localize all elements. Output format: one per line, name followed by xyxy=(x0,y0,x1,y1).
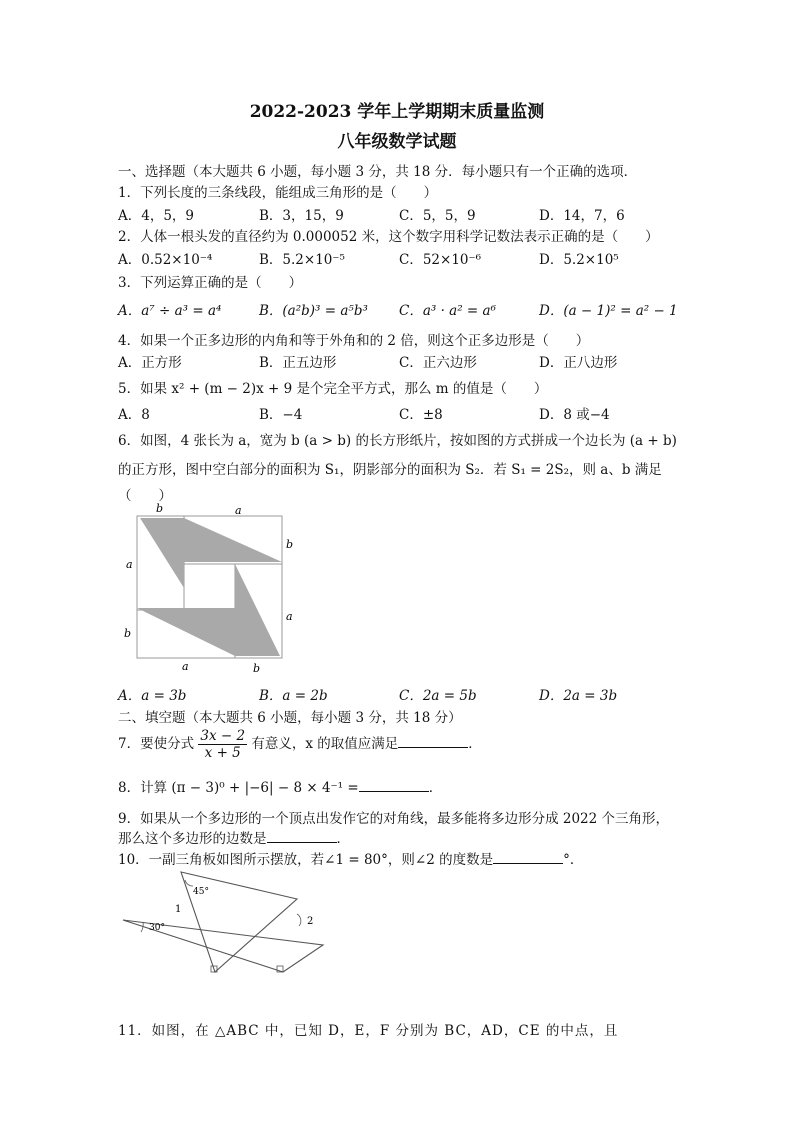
angle-arc xyxy=(185,880,193,886)
q7-answer-blank[interactable] xyxy=(398,735,468,748)
q3-option-b: B．(a²b)³ = a⁵b³ xyxy=(259,303,368,319)
q5-option-c: C．±8 xyxy=(399,407,443,423)
q7-denominator: x + 5 xyxy=(204,745,241,761)
label-a-top: a xyxy=(235,504,242,517)
shaded-triangle xyxy=(184,518,282,562)
q2-option-b: B．5.2×10⁻⁵ xyxy=(259,252,345,268)
q7-end: ． xyxy=(468,736,482,752)
q1-option-c: C．5，5，9 xyxy=(399,208,476,224)
q6-stem-line2: 的正方形，图中空白部分的面积为 S₁，阴影部分的面积为 S₂．若 S₁ = 2S₂，则 a、b 满足 xyxy=(118,462,662,478)
exam-subtitle: 八年级数学试题 xyxy=(337,132,457,152)
q8-line xyxy=(118,776,442,796)
q6-stem-line1: 6．如图，4 张长为 a，宽为 b (a > b) 的长方形纸片，按如图的方式拼成一个边长为 (a + b) xyxy=(118,433,677,449)
label-a-left: a xyxy=(126,558,133,571)
q5-option-d: D．8 或−4 xyxy=(539,407,610,423)
q2-stem: 2．人体一根头发的直径约为 0.000052 米，这个数字用科学记数法表示正确的是（ ） xyxy=(118,229,659,245)
q2-option-c: C．52×10⁻⁶ xyxy=(399,252,482,268)
angle-1-label: 1 xyxy=(175,904,182,915)
exam-title: 2022-2023 学年上学期期末质量监测 xyxy=(249,102,545,122)
q2-option-a: A．0.52×10⁻⁴ xyxy=(118,252,213,268)
angle-arc xyxy=(297,914,301,926)
q1-option-b: B．3，15，9 xyxy=(259,208,344,224)
q6-option-a: A．a = 3b xyxy=(118,688,187,704)
q1-option-a: A．4，5，9 xyxy=(118,208,195,224)
q6-stem-line3: （ ） xyxy=(118,488,172,504)
q8-answer-blank[interactable] xyxy=(359,779,429,792)
q9-answer-blank[interactable] xyxy=(267,830,337,843)
q4-option-a: A．正方形 xyxy=(118,355,182,371)
label-b-right: b xyxy=(286,538,294,551)
q7-suffix: 有意义，x 的取值应满足 xyxy=(251,736,399,752)
q4-option-c: C．正六边形 xyxy=(399,355,477,371)
angle-arc xyxy=(141,922,143,932)
q10-answer-blank[interactable] xyxy=(493,851,563,864)
q9-end: ． xyxy=(336,831,350,847)
q10-prefix: 10．一副三角板如图所示摆放，若∠1 = 80°，则∠2 的度数是 xyxy=(118,852,494,868)
q4-stem: 4．如果一个正多边形的内角和等于外角和的 2 倍，则这个正多边形是（ ） xyxy=(118,333,590,349)
q10-line xyxy=(118,848,583,868)
q8-end: ． xyxy=(428,780,443,796)
q4-option-b: B．正五边形 xyxy=(259,355,337,371)
q1-option-d: D．14，7，6 xyxy=(539,208,625,224)
q6-option-c: C．2a = 5b xyxy=(399,688,477,704)
q9-line1: 9．如果从一个多边形的一个顶点出发作它的对角线，最多能将多边形分成 2022 个三角形， xyxy=(118,811,670,827)
angle-2-label: 2 xyxy=(307,916,314,927)
angle-45-label: 45° xyxy=(193,887,209,897)
q3-option-d: D．(a − 1)² = a² − 1 xyxy=(539,303,678,319)
label-b-left: b xyxy=(124,627,132,640)
q9-prefix: 那么这个多边形的边数是 xyxy=(118,831,267,847)
q9-line2 xyxy=(118,827,350,847)
label-a-bottom: a xyxy=(182,660,189,673)
q1-stem: 1．下列长度的三条线段，能组成三角形的是（ ） xyxy=(118,185,438,201)
q7-numerator: 3x − 2 xyxy=(200,728,246,744)
q6-option-d: D．2a = 3b xyxy=(539,688,618,704)
q10-figure xyxy=(115,866,335,978)
q11-stem: 11．如图，在 △ABC 中，已知 D，E，F 分别为 BC，AD，CE 的中点，且 xyxy=(118,1023,619,1039)
q7-line xyxy=(118,728,482,761)
q3-option-a: A．a⁷ ÷ a³ = a⁴ xyxy=(118,303,222,319)
q10-end: °． xyxy=(563,852,584,868)
label-b-top: b xyxy=(156,502,164,515)
q2-option-d: D．5.2×10⁵ xyxy=(539,252,619,268)
q3-stem: 3．下列运算正确的是（ ） xyxy=(118,275,303,291)
q6-figure xyxy=(118,500,308,678)
shaded-triangle xyxy=(137,608,235,656)
angle-30-label: 30° xyxy=(149,923,165,933)
q6-option-b: B．a = 2b xyxy=(259,688,328,704)
section1-heading: 一、选择题（本大题共 6 小题，每小题 3 分，共 18 分．每小题只有一个正确的选项． xyxy=(118,164,638,180)
q7-prefix: 7．要使分式 xyxy=(118,736,195,752)
shaded-triangle xyxy=(140,518,184,588)
label-a-right: a xyxy=(286,610,293,623)
q8-prefix: 8．计算 (π − 3)⁰ + |−6| − 8 × 4⁻¹ = xyxy=(118,780,359,796)
shaded-triangle xyxy=(235,564,280,656)
q5-option-a: A．8 xyxy=(118,407,150,423)
q4-option-d: D．正八边形 xyxy=(539,355,618,371)
q7-fraction xyxy=(198,728,247,761)
q5-stem: 5．如果 x² + (m − 2)x + 9 是个完全平方式，那么 m 的值是（ ） xyxy=(118,381,548,397)
q5-option-b: B．−4 xyxy=(259,407,303,423)
label-b-bottom: b xyxy=(253,662,261,675)
q3-option-c: C．a³ · a² = a⁶ xyxy=(399,303,496,319)
section2-heading: 二、填空题（本大题共 6 小题，每小题 3 分，共 18 分） xyxy=(118,710,462,726)
